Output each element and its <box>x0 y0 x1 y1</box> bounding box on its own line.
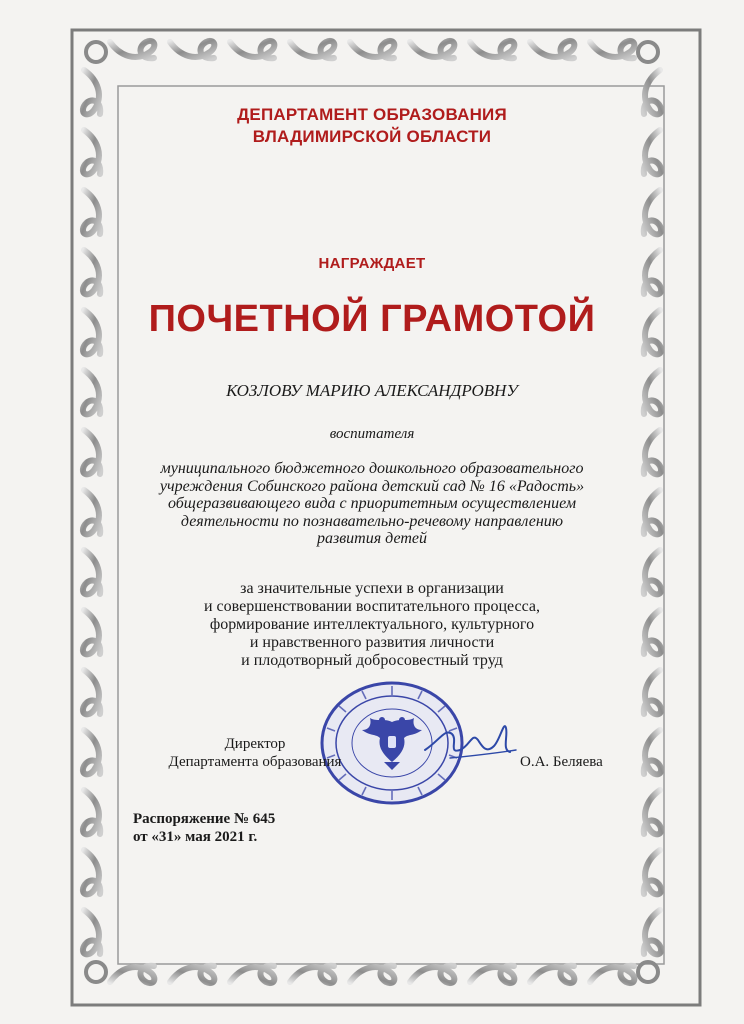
organization-line: общеразвивающего вида с приоритетным осуществлением <box>167 495 577 512</box>
certificate-title: ПОЧЕТНОЙ ГРАМОТОЙ <box>148 298 596 340</box>
organization-line: муниципального бюджетного дошкольного образовательного <box>160 460 584 477</box>
signer-title <box>140 735 370 771</box>
organization-line: развития детей <box>316 530 427 547</box>
handwritten-signature <box>420 710 520 770</box>
issuer-line-1: ДЕПАРТАМЕНТ ОБРАЗОВАНИЯ <box>237 105 507 124</box>
recipient-position: воспитателя <box>329 426 415 442</box>
merit-block <box>0 580 744 670</box>
merit-line: формирование интеллектуального, культурного <box>209 616 535 633</box>
merit-line: за значительные успехи в организации <box>240 580 504 597</box>
merit-line: и нравственного развития личности <box>249 634 495 651</box>
organization-line: деятельности по познавательно-речевому направлению <box>180 512 564 530</box>
signer-title-line-2: Департамента образования <box>168 754 342 770</box>
organization-line: учреждения Собинского района детский сад № 16 «Радость» <box>159 477 585 495</box>
merit-line: и плодотворный добросовестный труд <box>241 652 503 669</box>
organization-block <box>0 460 744 548</box>
recipient-name: КОЗЛОВУ МАРИЮ АЛЕКСАНДРОВНУ <box>226 381 518 400</box>
signer-title-line-1: Директор <box>224 736 286 752</box>
signer-name: О.А. Беляева <box>520 754 603 770</box>
awards-label: НАГРАЖДАЕТ <box>318 255 426 272</box>
issuer-heading <box>0 104 744 148</box>
order-date: от «31» мая 2021 г. <box>133 829 258 845</box>
merit-line: и совершенствовании воспитательного процесса, <box>203 598 541 615</box>
order-number: Распоряжение № 645 <box>133 811 276 827</box>
order-reference <box>133 810 275 846</box>
issuer-line-2: ВЛАДИМИРСКОЙ ОБЛАСТИ <box>252 127 492 146</box>
